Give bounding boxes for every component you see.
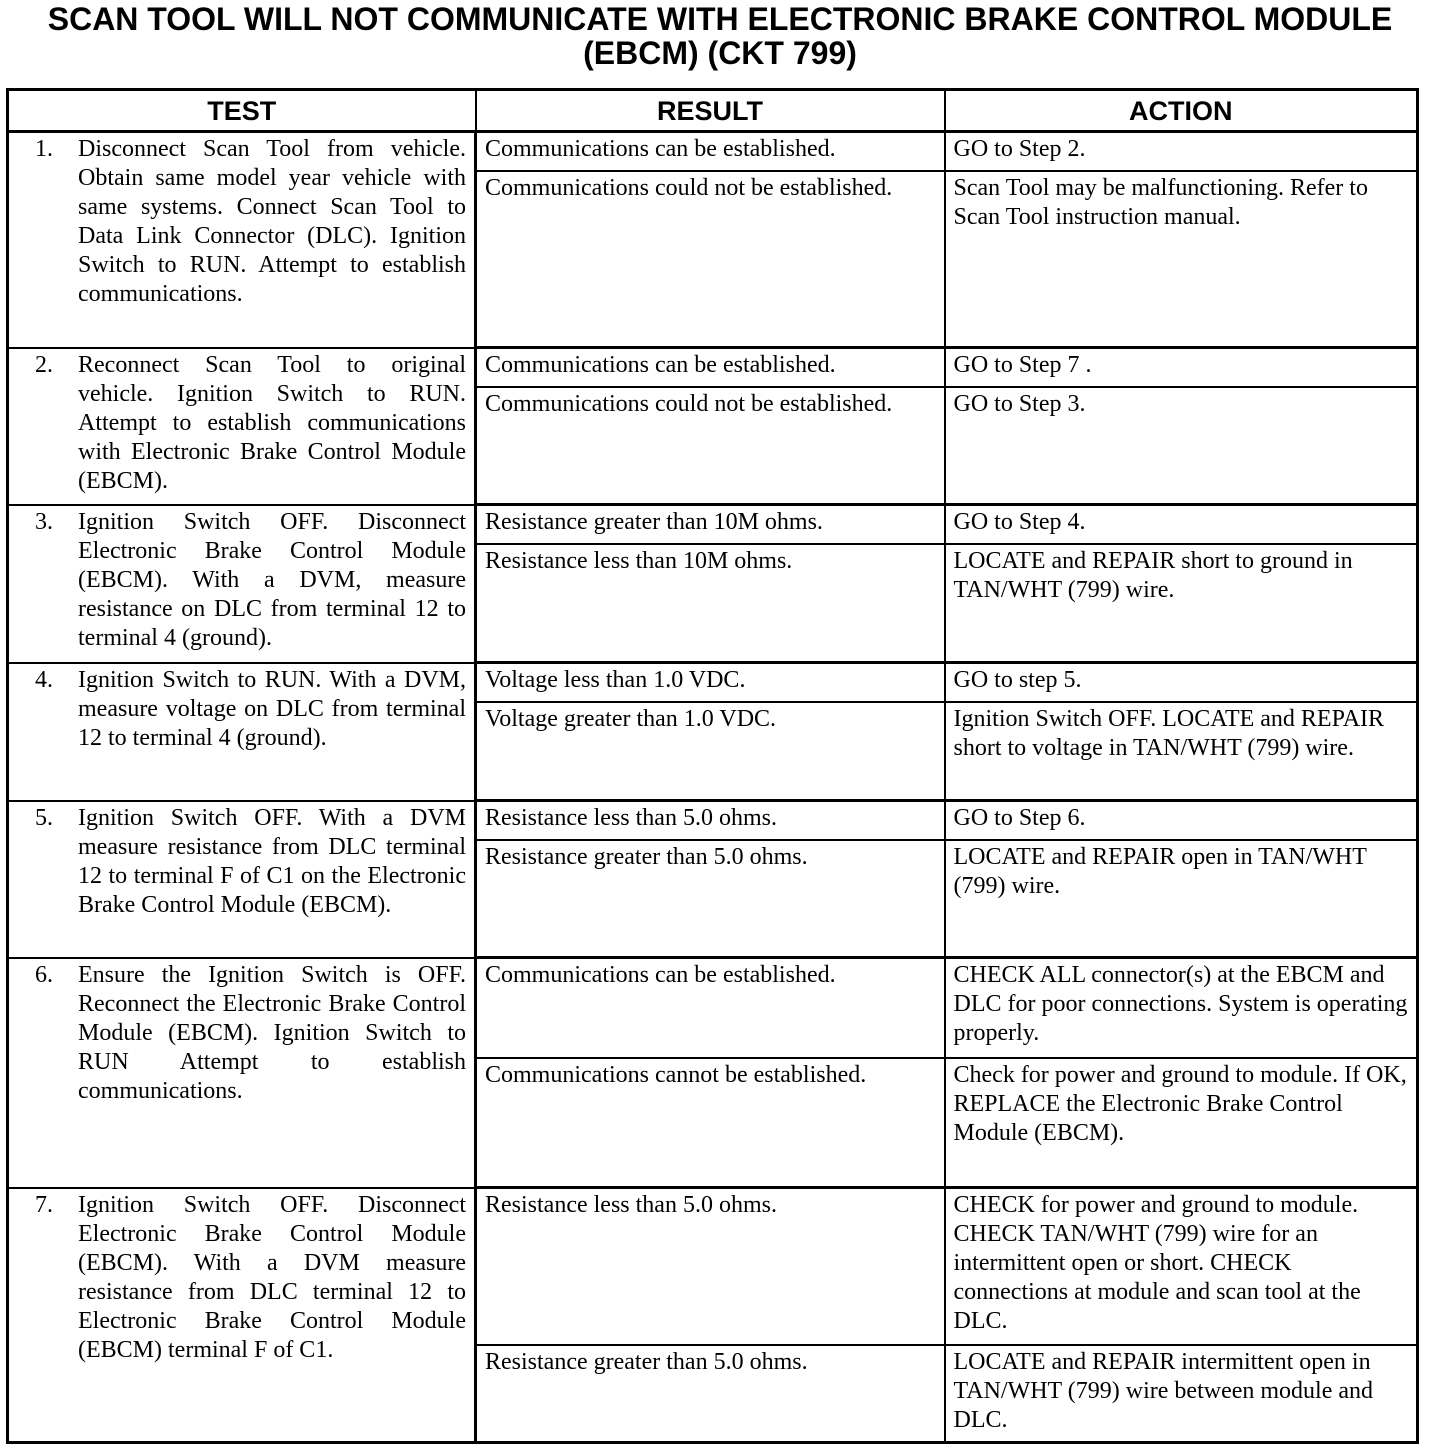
result-cell: Communications could not be established. <box>476 171 945 348</box>
action-cell: CHECK ALL connector(s) at the EBCM and DLC for poor connections. System is operating properly. <box>945 958 1418 1058</box>
action-cell: GO to Step 7 . <box>945 348 1418 387</box>
action-cell: GO to Step 3. <box>945 387 1418 505</box>
test-description: Ignition Switch to RUN. With a DVM, measure voltage on DLC from terminal 12 to terminal 4 (ground). <box>78 666 466 751</box>
column-header-test: TEST <box>8 90 476 132</box>
test-description: Disconnect Scan Tool from vehicle. Obtain same model year vehicle with same systems. Connect Scan Tool to Data Link Connector (DLC). Ignition Switch to RUN. Attempt to establish communications. <box>78 136 466 307</box>
result-cell: Resistance greater than 10M ohms. <box>476 505 945 544</box>
action-cell: LOCATE and REPAIR intermittent open in TAN/WHT (799) wire between module and DLC. <box>945 1345 1418 1443</box>
test-cell-step-5 <box>8 801 476 958</box>
action-cell: Ignition Switch OFF. LOCATE and REPAIR short to voltage in TAN/WHT (799) wire. <box>945 702 1418 801</box>
step-number: 3. <box>35 508 53 535</box>
page-title <box>0 2 1440 70</box>
result-cell: Communications can be established. <box>476 132 945 171</box>
result-cell: Resistance less than 5.0 ohms. <box>476 801 945 840</box>
table-row <box>8 132 1418 171</box>
action-cell: GO to step 5. <box>945 663 1418 702</box>
result-cell: Communications can be established. <box>476 348 945 387</box>
test-description: Ignition Switch OFF. Disconnect Electronic Brake Control Module (EBCM). With a DVM measure resistance from DLC terminal 12 to Electronic Brake Control Module (EBCM) terminal F of C1. <box>78 1191 466 1363</box>
result-cell: Resistance less than 5.0 ohms. <box>476 1188 945 1345</box>
test-description: Ignition Switch OFF. With a DVM measure resistance from DLC terminal 12 to terminal F of C1 on the Electronic Brake Control Module (EBCM). <box>78 804 466 918</box>
result-cell: Resistance less than 10M ohms. <box>476 544 945 663</box>
page-title-line-1: SCAN TOOL WILL NOT COMMUNICATE WITH ELECTRONIC BRAKE CONTROL MODULE <box>47 1 1393 37</box>
test-description: Reconnect Scan Tool to original vehicle. Ignition Switch to RUN. Attempt to establish communications with Electronic Brake Control Module (EBCM). <box>78 351 466 494</box>
result-cell: Communications can be established. <box>476 958 945 1058</box>
result-cell: Communications could not be established. <box>476 387 945 505</box>
diagnostic-table <box>6 88 1419 1444</box>
table-row <box>8 663 1418 702</box>
step-number: 6. <box>35 961 53 988</box>
table-row <box>8 958 1418 1058</box>
action-cell: GO to Step 2. <box>945 132 1418 171</box>
result-cell: Voltage less than 1.0 VDC. <box>476 663 945 702</box>
step-number: 4. <box>35 666 53 693</box>
test-cell-step-1 <box>8 132 476 348</box>
action-cell: Scan Tool may be malfunctioning. Refer to Scan Tool instruction manual. <box>945 171 1418 348</box>
action-cell: CHECK for power and ground to module. CHECK TAN/WHT (799) wire for an intermittent open or short. CHECK connections at module and scan tool at the DLC. <box>945 1188 1418 1345</box>
column-header-result: RESULT <box>476 90 945 132</box>
table-row <box>8 505 1418 544</box>
column-header-action: ACTION <box>945 90 1418 132</box>
step-number: 7. <box>35 1191 53 1218</box>
test-cell-step-2 <box>8 348 476 505</box>
table-row <box>8 801 1418 840</box>
result-cell: Voltage greater than 1.0 VDC. <box>476 702 945 801</box>
test-description: Ensure the Ignition Switch is OFF. Reconnect the Electronic Brake Control Module (EBCM). Ignition Switch to RUN Attempt to establish communications. <box>78 961 466 1104</box>
table-row <box>8 348 1418 387</box>
header-row <box>8 90 1418 132</box>
result-cell: Resistance greater than 5.0 ohms. <box>476 1345 945 1443</box>
step-number: 2. <box>35 351 53 378</box>
step-number: 5. <box>35 804 53 831</box>
action-cell: LOCATE and REPAIR open in TAN/WHT (799) wire. <box>945 840 1418 958</box>
action-cell: Check for power and ground to module. If OK, REPLACE the Electronic Brake Control Module (EBCM). <box>945 1058 1418 1188</box>
action-cell: GO to Step 4. <box>945 505 1418 544</box>
test-cell-step-6 <box>8 958 476 1188</box>
action-cell: GO to Step 6. <box>945 801 1418 840</box>
table-row <box>8 1188 1418 1345</box>
step-number: 1. <box>35 136 53 162</box>
action-cell: LOCATE and REPAIR short to ground in TAN/WHT (799) wire. <box>945 544 1418 663</box>
result-cell: Communications cannot be established. <box>476 1058 945 1188</box>
test-cell-step-4 <box>8 663 476 801</box>
result-cell: Resistance greater than 5.0 ohms. <box>476 840 945 958</box>
test-cell-step-3 <box>8 505 476 663</box>
test-description: Ignition Switch OFF. Disconnect Electronic Brake Control Module (EBCM). With a DVM, measure resistance on DLC from terminal 12 to terminal 4 (ground). <box>78 508 466 651</box>
page-title-line-2: (EBCM) (CKT 799) <box>583 35 857 71</box>
test-cell-step-7 <box>8 1188 476 1443</box>
